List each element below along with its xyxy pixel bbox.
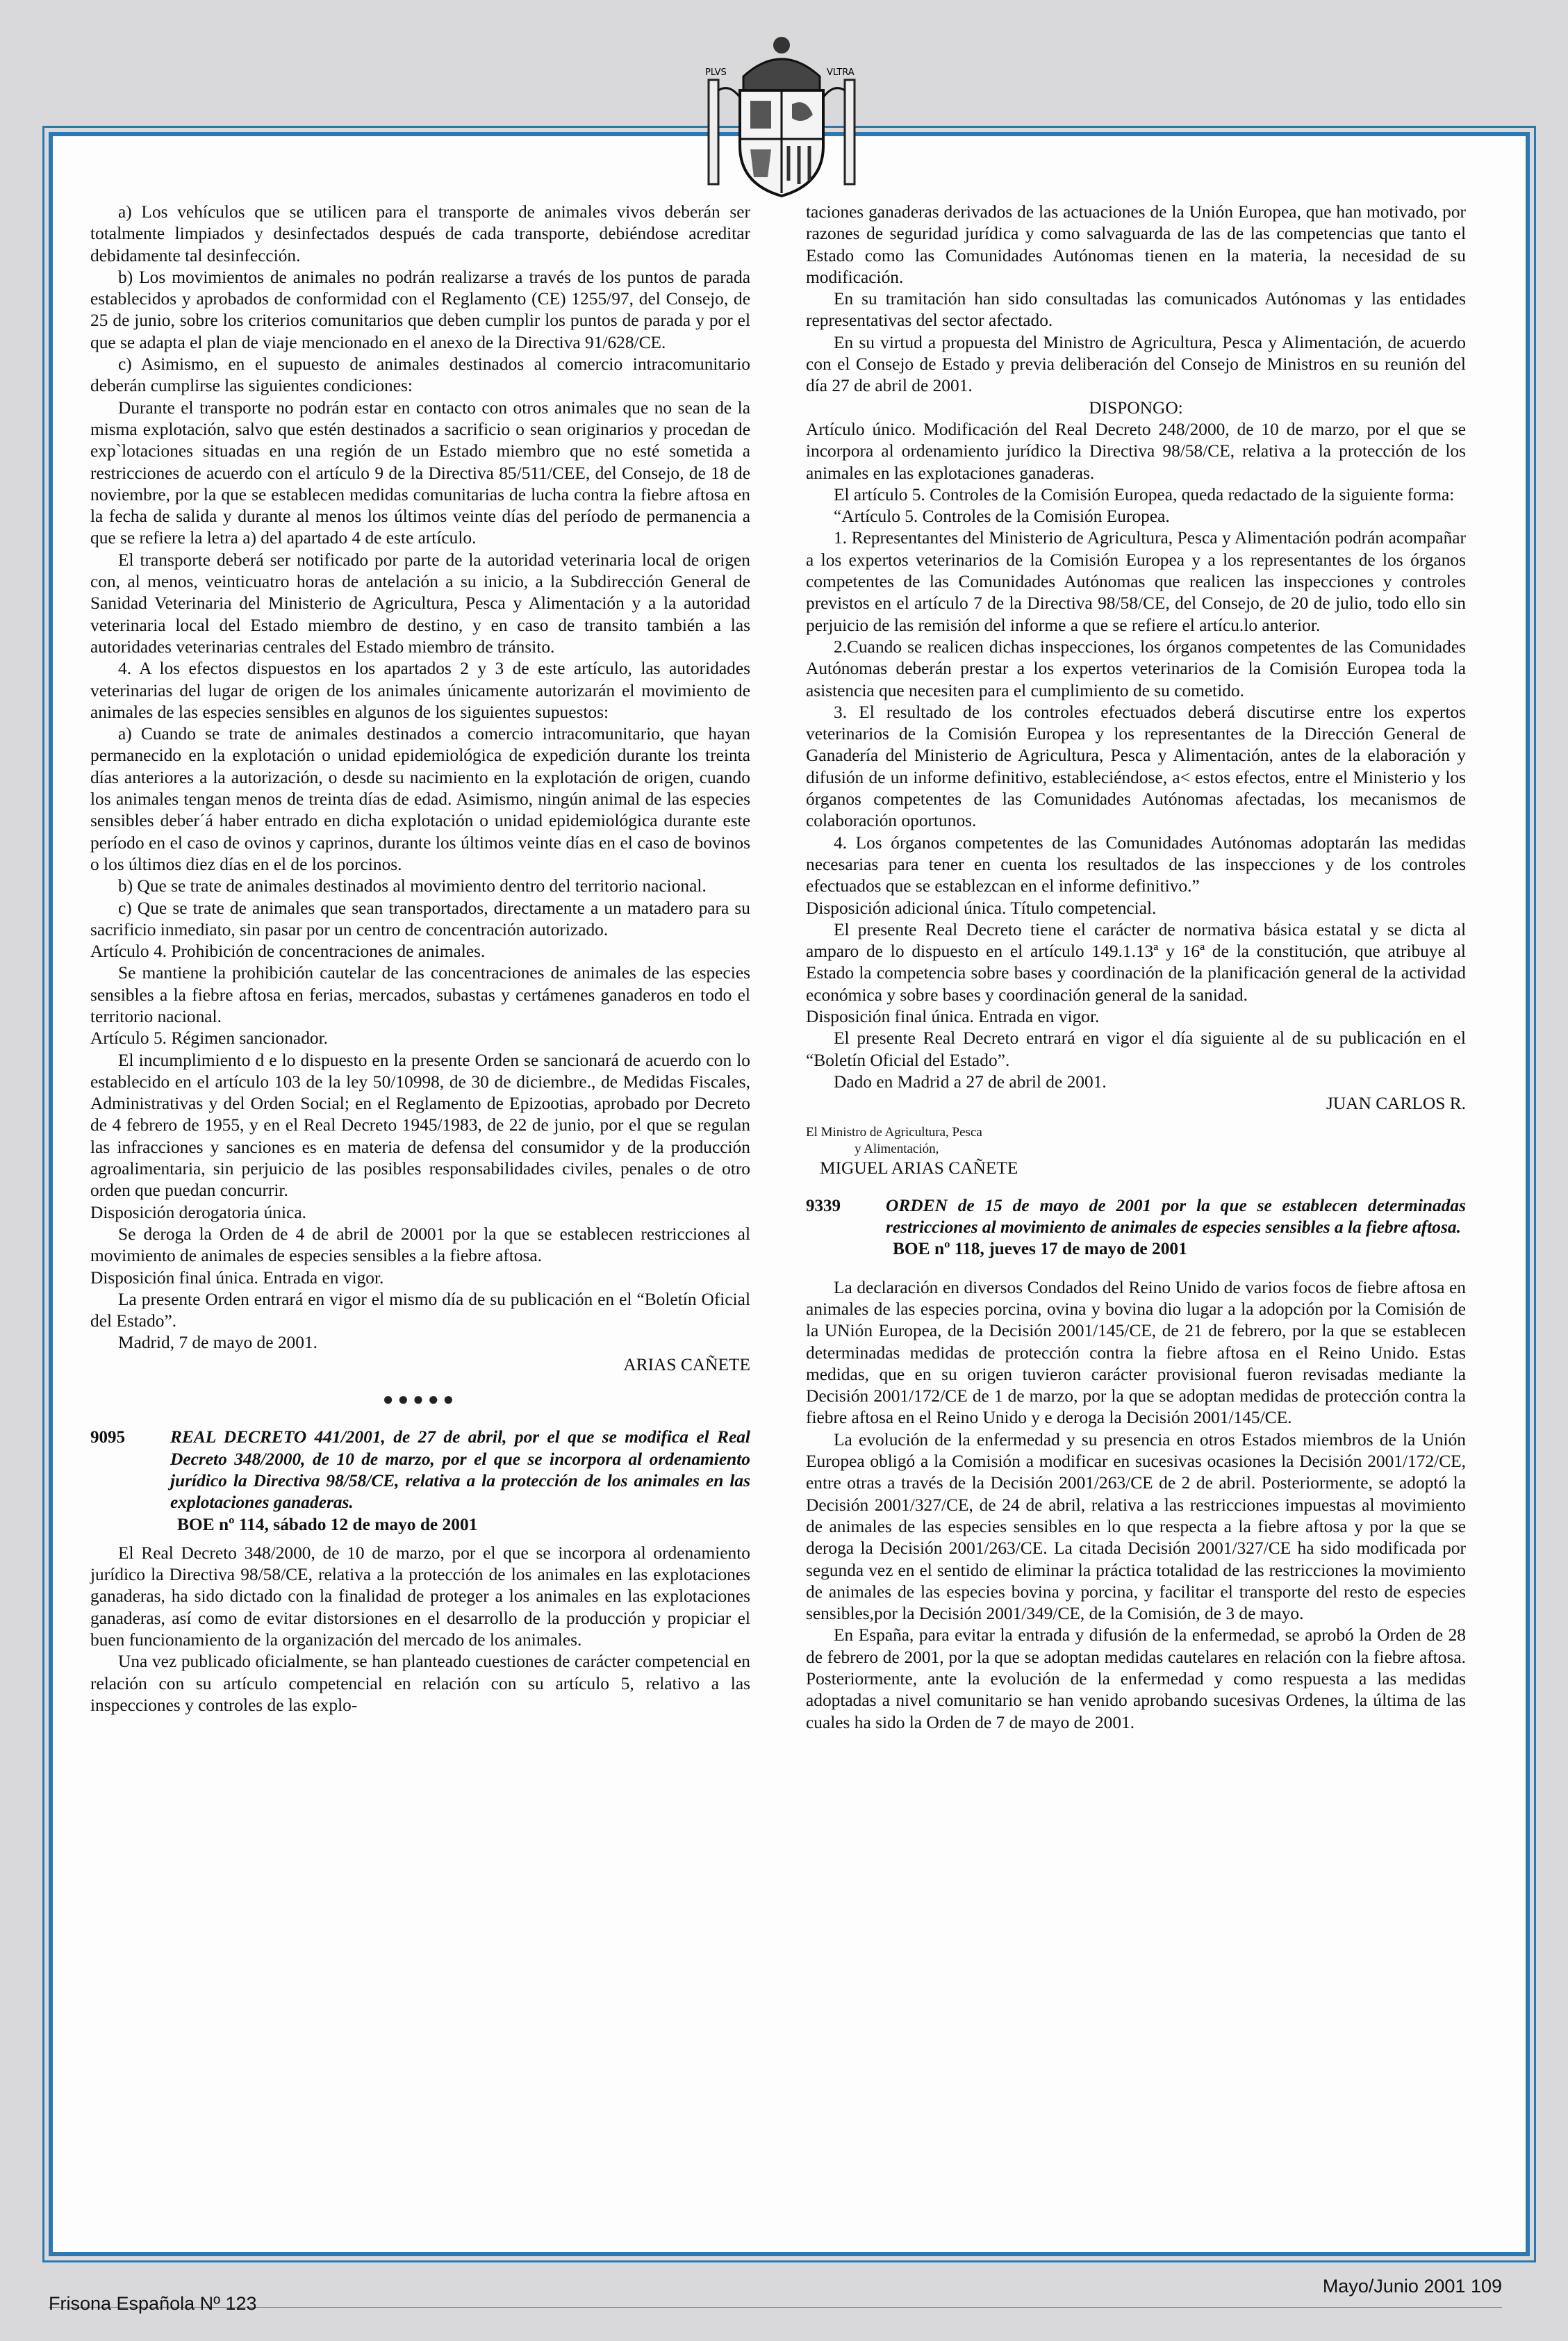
paragraph: Una vez publicado oficialmente, se han planteado cuestiones de carácter competencial en relación con su artículo competencial en relación con su artículo 5, relativo a las inspecciones y controles de las explo-	[90, 1652, 750, 1715]
paragraph: Se mantiene la prohibición cautelar de las concentraciones de animales de las especies sensibles a la fiebre aftosa en ferias, mercados, subastas y certámenes ganaderos en todo el territorio nacional.	[90, 963, 750, 1026]
signature-line-2: y Alimentación,	[855, 1142, 939, 1157]
decree-9095	[90, 1427, 750, 1535]
paragraph: El artículo 5. Controles de la Comisión Europea, queda redactado de la siguiente forma:	[834, 484, 1455, 504]
decree-title: ORDEN de 15 de mayo de 2001 por la que se establecen determinadas restricciones al movimiento de animales de especies sensibles a la fiebre aftosa.	[886, 1195, 1466, 1238]
decree-number: 9339	[806, 1196, 841, 1215]
paragraph: Disposición adicional única. Título competencial.	[806, 898, 1157, 918]
paragraph: En su tramitación han sido consultadas las comunicados Autónomas y las entidades representativas del sector afectado.	[806, 289, 1466, 331]
paragraph: Dado en Madrid a 27 de abril de 2001.	[834, 1071, 1107, 1092]
paragraph: taciones ganaderas derivados de las actuaciones de la Unión Europea, que han motivado, por razones de seguridad jurídica y como salvaguarda de las de las competencias que tanto el Estado como las Comunidades Autónomas tienen en la materia, la necesidad de su modificación.	[806, 202, 1466, 287]
paragraph: El Real Decreto 348/2000, de 10 de marzo, por el que se incorpora al ordenamiento jurídico la Directiva 98/58/CE, relativa a la protección de los animales en las explotaciones ganaderas, ha sido dictado con la finalidad de proteger a los animales en las explotaciones ganaderas, así como de evitar distorsiones en el desarrollo de la producción y propiciar el buen funcionamiento de la organización del mercado de los animales.	[90, 1543, 750, 1650]
motto-right: VLTRA	[827, 67, 855, 78]
footer-publication: Frisona Española Nº 123	[49, 2293, 257, 2314]
paragraph: Artículo 5. Régimen sancionador.	[90, 1028, 328, 1049]
paragraph: En España, para evitar la entrada y difusión de la enfermedad, se aprobó la Orden de 28 de febrero de 2001, por la que se adoptan medidas cautelares en relación con la fiebre aftosa. Posteriormente, ante la evolución de la enfermedad y como respuesta a las medidas adoptadas a nivel comunitario se han venido aprobando sucesivas Ordenes, la última de las cuales ha sido la Orden de 7 de mayo de 2001.	[806, 1625, 1466, 1732]
paragraph: El presente Real Decreto entrará en vigor el día siguiente al de su publicación en el “Boletín Oficial del Estado”.	[806, 1028, 1466, 1070]
paragraph: 3. El resultado de los controles efectuados deberá discutirse entre los expertos veterinarios de la Comisión Europea y los representantes de la Dirección General de Ganadería del Ministerio de Agricultura, Pesca y Alimentación, antes de la elaboración y difusión de un informe definitivo, estableciéndose, a< estos efectos, entre el Ministerio y los órganos competentes de las Comunidades Autónomas afectadas, los mecanismos de colaboración oportunos.	[806, 702, 1466, 831]
paragraph: La declaración en diversos Condados del Reino Unido de varios focos de fiebre aftosa en animales de las especies porcina, ovina y bovina dio lugar a la adopción por la Comisión de la UNión Europea, de la Decisión 2001/145/CE, de 21 de febrero, por la que se establecen determinadas medidas de protección contra la fiebre aftosa en el Reino Unido. Estas medidas, que en su origen tuvieron carácter provisional fueron revisadas mediante la Decisión 2001/172/CE de 1 de marzo, por la que se adoptan medidas de protección contra la fiebre aftosa en el Reino Unido y e deroga la Decisión 2001/145/CE.	[806, 1277, 1466, 1428]
decree-title: REAL DECRETO 441/2001, de 27 de abril, por el que se modifica el Real Decreto 348/2000, de 10 de marzo, por el que se incorpora al ordenamiento jurídico la Directiva 98/58/CE, relativa a la protección de los animales en las explotaciones ganaderas.	[170, 1427, 750, 1513]
paragraph: El transporte deberá ser notificado por parte de la autoridad veterinaria local de origen con, al menos, veinticuatro horas de antelación a su inicio, a la Subdirección General de Sanidad Veterinaria del Ministerio de Agricultura, Pesca y Alimentación y a la autoridad veterinaria local del Estado miembro de destino, y en caso de transito también a las autoridades veterinarias centrales del Estado miembro de tránsito.	[90, 550, 750, 657]
paragraph: 1. Representantes del Ministerio de Agricultura, Pesca y Alimentación podrán acompañar a los expertos veterinarios de la Comisión Europea y a los representantes de los órganos competentes de las Comunidades Autónomas que realicen las inspecciones y controles previstos en el artículo 7 de la Directiva 98/58/CE, del Consejo, de 20 de julio, todo ello sin perjuicio de las remisión del informe a que se refiere el artícu.lo anterior.	[806, 528, 1466, 635]
paragraph: La presente Orden entrará en vigor el mismo día de su publicación en el “Boletín Oficial del Estado”.	[90, 1289, 750, 1331]
paragraph: 4. Los órganos competentes de las Comunidades Autónomas adoptarán las medidas necesarias para tener en cuenta los resultados de las inspecciones y de los controles efectuados que se establezcan en el informe definitivo.”	[806, 832, 1466, 896]
footer-rule	[49, 2307, 1502, 2308]
paragraph: Artículo 4. Prohibición de concentraciones de animales.	[90, 942, 486, 962]
paragraph: Disposición final única. Entrada en vigor.	[90, 1267, 384, 1288]
paragraph: JUAN CARLOS R.	[1326, 1094, 1466, 1114]
paragraph: a) Cuando se trate de animales destinados a comercio intracomunitario, que hayan permanecido en la explotación o unidad epidemiológica de expedición durante los treinta días anteriores a la autorización, o desde su nacimiento en la explotación de origen, cuando los animales tengan menos de treinta días de edad. Asimismo, ningún animal de las especies sensibles deber´á haber entrado en dicha explotación o unidad epidemiológica durante este período en el caso de ovinos y caprinos, durante los últimos veinte días en el caso de bovinos o los últimos diez días en el de los porcinos.	[90, 724, 750, 874]
section-separator: ●●●●●	[382, 1389, 459, 1410]
paragraph: c) Asimismo, en el supuesto de animales destinados al comercio intracomunitario deberán cumplirse las siguientes condiciones:	[90, 354, 750, 396]
paragraph: La evolución de la enfermedad y su presencia en otros Estados miembros de la Unión Europea obligó a la Comisión a modificar en sucesivas ocasiones la Decisión 2001/172/CE, entre otras a través de la Decisión 2001/263/CE de 2 de abril. Posteriormente, se adoptó la Decisión 2001/327/CE, de 24 de abril, relativa a las restricciones impuestas al movimiento de animales de las especies sensibles en lo que respecta a la fiebre aftosa y por la que se deroga la Decisión 2001/263/CE. La citada Decisión 2001/327/CE ha sido modificada por segunda vez en el sentido de eliminar la práctica totalidad de las restricciones la movimiento de animales de las especies bovina y porcina, y facilitar el transporte del resto de especies sensibles,por la Decisión 2001/349/CE, de la Comisión, de 3 de mayo.	[806, 1429, 1466, 1624]
decree-boe: BOE nº 118, jueves 17 de mayo de 2001	[893, 1239, 1187, 1259]
footer-date-page: Mayo/Junio 2001 109	[1322, 2276, 1502, 2297]
paragraph: En su virtud a propuesta del Ministro de Agricultura, Pesca y Alimentación, de acuerdo con el Consejo de Estado y previa deliberación del Consejo de Ministros en su reunión del día 27 de abril de 2001.	[806, 332, 1466, 396]
paragraph: Artículo único. Modificación del Real Decreto 248/2000, de 10 de marzo, por el que se incorpora al ordenamiento jurídico la Directiva 98/58/CE, relativa a la protección de los animales en las explotaciones ganaderas.	[806, 419, 1466, 483]
paragraph: ARIAS CAÑETE	[623, 1354, 750, 1374]
decree-number: 9095	[90, 1428, 125, 1447]
signature-block	[806, 1124, 1466, 1179]
paragraph: c) Que se trate de animales que sean transportados, directamente a un matadero para su sacrificio inmediato, sin pasar por un centro de concentración autorizado.	[90, 898, 750, 939]
paragraph: b) Los movimientos de animales no podrán realizarse a través de los puntos de parada establecidos y aprobados de conformidad con el Reglamento (CE) 1255/97, del Consejo, de 25 de junio, sobre los criterios comunitarios que deben cumplir los puntos de parada y por el que se adapta el plan de viaje mencionado en el anexo de la Directiva 91/628/CE.	[90, 267, 750, 352]
decree-9339	[806, 1195, 1466, 1260]
paragraph: 4. A los efectos dispuestos en los apartados 2 y 3 de este artículo, las autoridades veterinarias del lugar de origen de los animales únicamente autorizarán el movimiento de animales de las especies sensibles en algunos de los siguientes supuestos:	[90, 659, 750, 722]
paragraph: 2.Cuando se realicen dichas inspecciones, los órganos competentes de las Comunidades Autónomas deberán prestar a los expertos veterinarios de la Comisión Europea toda la asistencia que necesiten para el cumplimiento de su cometido.	[806, 636, 1466, 700]
paragraph: Se deroga la Orden de 4 de abril de 20001 por la que se establecen restricciones al movimiento de animales de especies sensibles a la fiebre aftosa.	[90, 1224, 750, 1266]
paragraph: a) Los vehículos que se utilicen para el transporte de animales vivos deberán ser totalmente limpiados y desinfectados después de cada transporte, debiéndose acreditar debidamente tal desinfección.	[90, 202, 750, 265]
paragraph: El incumplimiento d e lo dispuesto en la presente Orden se sancionará de acuerdo con lo establecido en el artículo 103 de la ley 50/10998, de 30 de diciembre., de Medidas Fiscales, Administrativas y del Orden Social; en el Reglamento de Epizootias, aprobado por Decreto de 4 febrero de 1955, y en el Real Decreto 1945/1983, de 22 de junio, por el que se regulan las infracciones y sanciones es en materia de defensa del consumidor y de la producción agroalimentaria, sin perjuicio de las posibles responsabilidades civiles, penales o de otro orden que puedan concurrir.	[90, 1050, 750, 1201]
paragraph: Disposición final única. Entrada en vigor.	[806, 1006, 1100, 1026]
signature-name: MIGUEL ARIAS CAÑETE	[820, 1158, 1018, 1178]
signature-line-1: El Ministro de Agricultura, Pesca	[806, 1125, 982, 1140]
paragraph: Madrid, 7 de mayo de 2001.	[118, 1333, 317, 1353]
coat-of-arms-icon	[702, 14, 861, 202]
motto-left: PLVS	[705, 67, 727, 78]
left-column	[90, 202, 750, 1716]
paragraph: DISPONGO:	[1089, 397, 1183, 418]
paragraph: Disposición derogatoria única.	[90, 1202, 306, 1222]
paragraph: El presente Real Decreto tiene el carácter de normativa básica estatal y se dicta al amparo de lo dispuesto en el artículo 149.1.13ª y 16ª de la constitución, que atribuye al Estado la competencia sobre bases y coordinación de la planificación general de la actividad económica y sobre bases y coordinación general de la sanidad.	[806, 919, 1466, 1005]
right-column	[806, 202, 1466, 1734]
paragraph: Durante el transporte no podrán estar en contacto con otros animales que no sean de la misma explotación, salvo que estén destinados a sacrificio o sean originarios y procedan de exp`lotaciones situadas en una región de un Estado miembro que no esté sometida a restricciones de acuerdo con el artículo 9 de la Directiva 85/511/CEE, del Consejo, de 18 de noviembre, por la que se establecen medidas comunitarias de lucha contra la fiebre aftosa en la fecha de salida y durante al menos los últimos veinte días del período de permanencia a que se refiere la letra a) del apartado 4 de este artículo.	[90, 397, 750, 548]
decree-boe: BOE nº 114, sábado 12 de mayo de 2001	[177, 1514, 478, 1534]
paragraph: b) Que se trate de animales destinados al movimiento dentro del territorio nacional.	[118, 876, 707, 896]
paragraph: “Artículo 5. Controles de la Comisión Europea.	[834, 507, 1170, 527]
